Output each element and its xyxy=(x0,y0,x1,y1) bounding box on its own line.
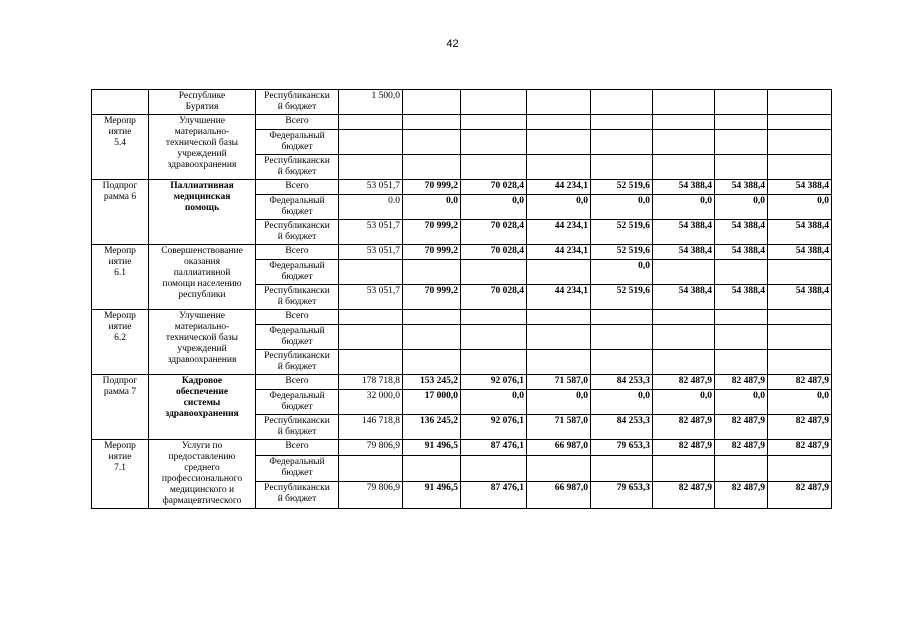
value-cell: 54 388,4 xyxy=(653,245,715,260)
value-cell xyxy=(403,260,461,285)
value-cell: 82 487,9 xyxy=(653,375,715,390)
value-cell: 70 028,4 xyxy=(461,285,527,310)
value-cell xyxy=(461,115,527,130)
value-cell xyxy=(403,310,461,325)
value-cell: 91 496,5 xyxy=(403,482,461,509)
value-cell: 82 487,9 xyxy=(715,375,768,390)
value-cell: 44 234,1 xyxy=(527,285,591,310)
value-cell: 70 028,4 xyxy=(461,180,527,195)
value-cell: 82 487,9 xyxy=(653,415,715,440)
value-cell xyxy=(339,155,403,180)
funding-source: Республикански й бюджет xyxy=(256,415,339,440)
value-cell xyxy=(591,90,653,115)
value-cell xyxy=(653,350,715,375)
value-cell xyxy=(715,260,768,285)
value-cell: 79 653,3 xyxy=(591,440,653,456)
value-cell xyxy=(339,260,403,285)
value-cell: 146 718,8 xyxy=(339,415,403,440)
value-cell xyxy=(768,115,832,130)
table-row xyxy=(92,90,832,115)
value-cell: 0,0 xyxy=(527,390,591,415)
value-cell xyxy=(715,325,768,350)
funding-source: Всего xyxy=(256,375,339,390)
value-cell xyxy=(715,310,768,325)
value-cell xyxy=(715,455,768,482)
value-cell: 91 496,5 xyxy=(403,440,461,456)
value-cell: 0,0 xyxy=(591,390,653,415)
value-cell: 52 519,6 xyxy=(591,245,653,260)
funding-source: Всего xyxy=(256,440,339,456)
row-code xyxy=(92,90,149,115)
value-cell: 153 245,2 xyxy=(403,375,461,390)
value-cell xyxy=(591,350,653,375)
value-cell xyxy=(527,325,591,350)
value-cell: 82 487,9 xyxy=(768,415,832,440)
value-cell: 82 487,9 xyxy=(768,375,832,390)
value-cell xyxy=(527,310,591,325)
value-cell: 82 487,9 xyxy=(715,482,768,509)
value-cell: 0,0 xyxy=(591,195,653,220)
budget-table xyxy=(91,89,832,509)
value-cell: 54 388,4 xyxy=(768,285,832,310)
value-cell: 66 987,0 xyxy=(527,440,591,456)
funding-source: Республикански й бюджет xyxy=(256,285,339,310)
value-cell xyxy=(768,325,832,350)
value-cell: 70 999,2 xyxy=(403,245,461,260)
value-cell xyxy=(403,90,461,115)
value-cell xyxy=(591,455,653,482)
value-cell xyxy=(768,455,832,482)
row-name: Кадровое обеспечение системы здравоохранения xyxy=(149,375,256,440)
value-cell xyxy=(527,130,591,155)
value-cell: 54 388,4 xyxy=(653,220,715,245)
value-cell xyxy=(403,130,461,155)
value-cell: 82 487,9 xyxy=(653,482,715,509)
value-cell: 0,0 xyxy=(768,390,832,415)
value-cell: 0,0 xyxy=(653,195,715,220)
value-cell xyxy=(653,310,715,325)
value-cell xyxy=(653,130,715,155)
row-code: Подпрог рамма 6 xyxy=(92,180,149,245)
value-cell: 44 234,1 xyxy=(527,245,591,260)
value-cell xyxy=(403,115,461,130)
value-cell xyxy=(653,155,715,180)
value-cell: 0,0 xyxy=(461,390,527,415)
value-cell: 0,0 xyxy=(715,195,768,220)
value-cell: 82 487,9 xyxy=(653,440,715,456)
value-cell xyxy=(339,325,403,350)
value-cell xyxy=(653,325,715,350)
table-row xyxy=(92,310,832,325)
value-cell: 0.0 xyxy=(339,195,403,220)
budget-table-body xyxy=(92,90,832,509)
funding-source: Всего xyxy=(256,115,339,130)
value-cell xyxy=(339,130,403,155)
row-name: Улучшение материально- технической базы учреждений здравоохранения xyxy=(149,310,256,375)
value-cell: 92 076,1 xyxy=(461,375,527,390)
row-code: Меропр иятие 5.4 xyxy=(92,115,149,180)
value-cell: 54 388,4 xyxy=(653,180,715,195)
value-cell: 0,0 xyxy=(768,195,832,220)
value-cell: 70 028,4 xyxy=(461,245,527,260)
value-cell: 87 476,1 xyxy=(461,440,527,456)
value-cell: 178 718,8 xyxy=(339,375,403,390)
value-cell xyxy=(591,155,653,180)
value-cell xyxy=(403,350,461,375)
value-cell: 79 653,3 xyxy=(591,482,653,509)
value-cell: 53 051,7 xyxy=(339,220,403,245)
value-cell: 92 076,1 xyxy=(461,415,527,440)
value-cell xyxy=(461,455,527,482)
value-cell: 53 051,7 xyxy=(339,245,403,260)
value-cell xyxy=(527,115,591,130)
table-row xyxy=(92,375,832,390)
value-cell: 52 519,6 xyxy=(591,220,653,245)
funding-source: Федеральный бюджет xyxy=(256,260,339,285)
funding-source: Федеральный бюджет xyxy=(256,130,339,155)
value-cell: 17 000,0 xyxy=(403,390,461,415)
value-cell xyxy=(527,155,591,180)
value-cell xyxy=(715,90,768,115)
funding-source: Всего xyxy=(256,180,339,195)
value-cell: 79 806,9 xyxy=(339,482,403,509)
table-row xyxy=(92,245,832,260)
row-name: Республике Бурятия xyxy=(149,90,256,115)
funding-source: Федеральный бюджет xyxy=(256,455,339,482)
value-cell xyxy=(591,310,653,325)
value-cell: 0,0 xyxy=(653,390,715,415)
funding-source: Федеральный бюджет xyxy=(256,195,339,220)
value-cell: 70 999,2 xyxy=(403,220,461,245)
value-cell: 54 388,4 xyxy=(715,180,768,195)
value-cell xyxy=(715,115,768,130)
value-cell: 0,0 xyxy=(527,195,591,220)
value-cell: 84 253,3 xyxy=(591,375,653,390)
value-cell xyxy=(461,155,527,180)
row-name: Паллиативная медицинская помощь xyxy=(149,180,256,245)
funding-source: Республикански й бюджет xyxy=(256,155,339,180)
value-cell xyxy=(768,155,832,180)
value-cell xyxy=(403,455,461,482)
value-cell xyxy=(339,310,403,325)
value-cell xyxy=(339,115,403,130)
value-cell: 82 487,9 xyxy=(715,415,768,440)
value-cell xyxy=(461,350,527,375)
funding-source: Республикански й бюджет xyxy=(256,220,339,245)
value-cell: 0,0 xyxy=(715,390,768,415)
value-cell: 44 234,1 xyxy=(527,180,591,195)
value-cell xyxy=(715,350,768,375)
value-cell xyxy=(768,90,832,115)
value-cell xyxy=(768,310,832,325)
table-row xyxy=(92,180,832,195)
value-cell: 32 000,0 xyxy=(339,390,403,415)
value-cell: 54 388,4 xyxy=(715,245,768,260)
value-cell: 0,0 xyxy=(591,260,653,285)
value-cell xyxy=(653,455,715,482)
value-cell xyxy=(768,350,832,375)
table-row xyxy=(92,440,832,456)
value-cell xyxy=(339,455,403,482)
funding-source: Федеральный бюджет xyxy=(256,325,339,350)
funding-source: Федеральный бюджет xyxy=(256,390,339,415)
row-code: Подпрог рамма 7 xyxy=(92,375,149,440)
value-cell xyxy=(591,115,653,130)
value-cell xyxy=(461,130,527,155)
value-cell xyxy=(461,90,527,115)
value-cell xyxy=(527,90,591,115)
value-cell xyxy=(653,115,715,130)
value-cell: 52 519,6 xyxy=(591,285,653,310)
row-code: Меропр иятие 6.2 xyxy=(92,310,149,375)
value-cell xyxy=(339,350,403,375)
value-cell: 54 388,4 xyxy=(768,220,832,245)
value-cell: 54 388,4 xyxy=(715,220,768,245)
value-cell: 70 999,2 xyxy=(403,180,461,195)
row-code: Меропр иятие 7.1 xyxy=(92,440,149,509)
value-cell: 82 487,9 xyxy=(768,482,832,509)
value-cell xyxy=(768,130,832,155)
value-cell: 71 587,0 xyxy=(527,415,591,440)
page-number: 42 xyxy=(446,38,459,50)
row-name: Совершенствование оказания паллиативной помощи населению республики xyxy=(149,245,256,310)
value-cell xyxy=(715,130,768,155)
value-cell: 44 234,1 xyxy=(527,220,591,245)
value-cell: 82 487,9 xyxy=(768,440,832,456)
row-code: Меропр иятие 6.1 xyxy=(92,245,149,310)
funding-source: Республикански й бюджет xyxy=(256,482,339,509)
value-cell: 66 987,0 xyxy=(527,482,591,509)
value-cell xyxy=(527,455,591,482)
value-cell: 53 051,7 xyxy=(339,180,403,195)
value-cell: 70 999,2 xyxy=(403,285,461,310)
value-cell: 87 476,1 xyxy=(461,482,527,509)
value-cell xyxy=(461,325,527,350)
value-cell: 54 388,4 xyxy=(768,180,832,195)
value-cell: 71 587,0 xyxy=(527,375,591,390)
value-cell xyxy=(403,325,461,350)
row-name: Услуги по предоставлению среднего профессионального медицинского и фармацевтического xyxy=(149,440,256,509)
value-cell: 54 388,4 xyxy=(768,245,832,260)
value-cell: 82 487,9 xyxy=(715,440,768,456)
row-name: Улучшение материально- технической базы учреждений здравоохранения xyxy=(149,115,256,180)
value-cell: 54 388,4 xyxy=(715,285,768,310)
value-cell: 0,0 xyxy=(461,195,527,220)
funding-source: Республикански й бюджет xyxy=(256,350,339,375)
value-cell xyxy=(403,155,461,180)
value-cell xyxy=(715,155,768,180)
funding-source: Всего xyxy=(256,245,339,260)
value-cell: 79 806,9 xyxy=(339,440,403,456)
value-cell: 0,0 xyxy=(403,195,461,220)
value-cell xyxy=(768,260,832,285)
value-cell xyxy=(461,260,527,285)
value-cell: 52 519,6 xyxy=(591,180,653,195)
value-cell: 70 028,4 xyxy=(461,220,527,245)
value-cell xyxy=(461,310,527,325)
table-row xyxy=(92,115,832,130)
value-cell: 54 388,4 xyxy=(653,285,715,310)
value-cell: 84 253,3 xyxy=(591,415,653,440)
value-cell: 1 500,0 xyxy=(339,90,403,115)
value-cell xyxy=(653,260,715,285)
value-cell xyxy=(527,350,591,375)
value-cell xyxy=(591,130,653,155)
funding-source: Всего xyxy=(256,310,339,325)
value-cell: 53 051,7 xyxy=(339,285,403,310)
value-cell xyxy=(591,325,653,350)
value-cell xyxy=(527,260,591,285)
value-cell: 136 245,2 xyxy=(403,415,461,440)
value-cell xyxy=(653,90,715,115)
funding-source: Республикански й бюджет xyxy=(256,90,339,115)
